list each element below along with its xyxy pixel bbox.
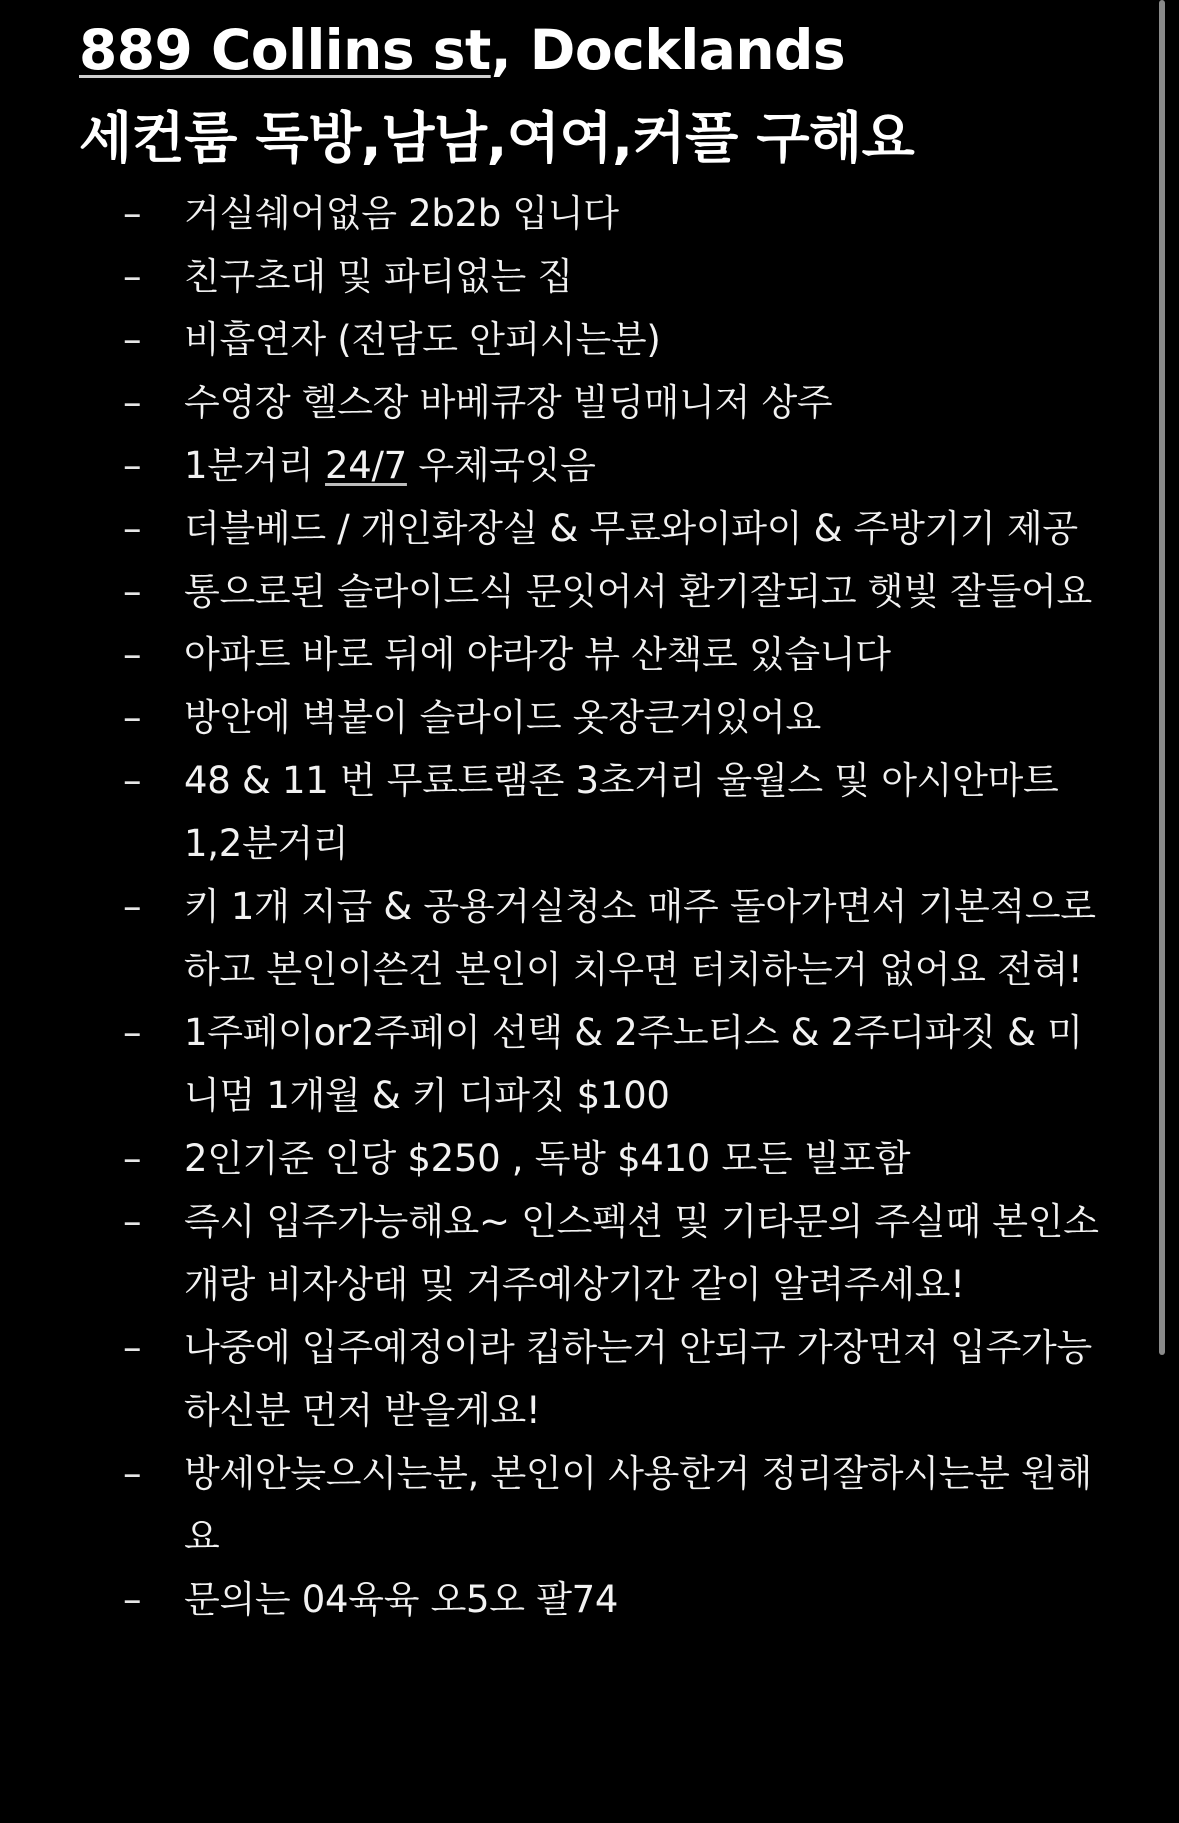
list-item [79,1568,1099,1631]
note-subtitle: 세컨룸 독방,남남,여여,커플 구해요 [79,106,915,170]
note-title [79,14,1099,86]
bullet-dash: – [123,192,142,235]
list-item-text: 비흡연자 (전담도 안피시는분) [184,318,661,361]
list-item [79,560,1099,623]
note-content [79,14,1099,1631]
bullet-dash: – [123,633,142,676]
list-item [79,1442,1099,1568]
list-item [79,434,1099,497]
list-item [79,623,1099,686]
bullet-dash: – [123,885,142,928]
address-suburb: , Docklands [490,18,846,82]
list-item-text: 2인기준 인당 $250 , 독방 $410 모든 빌포함 [184,1137,911,1180]
list-item-text: 1분거리 [184,444,326,487]
bullet-dash: – [123,381,142,424]
bullet-dash: – [123,696,142,739]
list-item [79,182,1099,245]
bullet-dash: – [123,1578,142,1621]
feature-list [79,182,1099,1631]
vertical-scrollbar[interactable] [1159,0,1165,1355]
list-item-text: 우체국잇음 [406,444,596,487]
bullet-dash: – [123,1011,142,1054]
list-item-text: 즉시 입주가능해요~ 인스펙션 및 기타문의 주실때 본인소개랑 비자상태 및 거주예상기간 같이 알려주세요! [184,1200,1099,1306]
list-item [79,875,1099,1001]
list-item-text: 거실쉐어없음 2b2b 입니다 [184,192,619,235]
list-item-text: 문의는 04육육 오5오 팔74 [184,1578,619,1621]
list-item [79,686,1099,749]
bullet-dash: – [123,1200,142,1243]
bullet-dash: – [123,759,142,802]
address-link[interactable]: 889 Collins st [79,18,491,82]
list-item [79,1001,1099,1127]
list-item-text: 1주페이or2주페이 선택 & 2주노티스 & 2주디파짓 & 미니멈 1개월 & 키 디파짓 $100 [184,1011,1083,1117]
list-item [79,1190,1099,1316]
list-item-text: 수영장 헬스장 바베큐장 빌딩매니저 상주 [184,381,833,424]
list-item [79,308,1099,371]
bullet-dash: – [123,255,142,298]
bullet-dash: – [123,1452,142,1495]
list-item [79,1316,1099,1442]
list-item-text: 방안에 벽붙이 슬라이드 옷장큰거있어요 [184,696,821,739]
list-item-text: 통으로된 슬라이드식 문잇어서 환기잘되고 햇빛 잘들어요 [184,570,1092,613]
list-item-text: 나중에 입주예정이라 킵하는거 안되구 가장먼저 입주가능하신분 먼저 받을게요! [184,1326,1092,1432]
list-item [79,371,1099,434]
bullet-dash: – [123,507,142,550]
list-item-text: 아파트 바로 뒤에 야라강 뷰 산책로 있습니다 [184,633,891,676]
list-item [79,497,1099,560]
list-item-text: 48 & 11 번 무료트램존 3초거리 울월스 및 아시안마트 1,2분거리 [184,759,1059,865]
list-item-text: 더블베드 / 개인화장실 & 무료와이파이 & 주방기기 제공 [184,507,1078,550]
list-item [79,1127,1099,1190]
bullet-dash: – [123,1137,142,1180]
bullet-dash: – [123,444,142,487]
list-item-text: 키 1개 지급 & 공용거실청소 매주 돌아가면서 기본적으로하고 본인이쓴건 본인이 치우면 터치하는거 없어요 전혀! [184,885,1096,991]
list-item [79,245,1099,308]
hours-link[interactable]: 24/7 [325,444,407,487]
list-item-text: 친구초대 및 파티없는 집 [184,255,573,298]
bullet-dash: – [123,318,142,361]
bullet-dash: – [123,570,142,613]
list-item [79,749,1099,875]
bullet-dash: – [123,1326,142,1369]
list-item-text: 방세안늦으시는분, 본인이 사용한거 정리잘하시는분 원해요 [184,1452,1092,1558]
